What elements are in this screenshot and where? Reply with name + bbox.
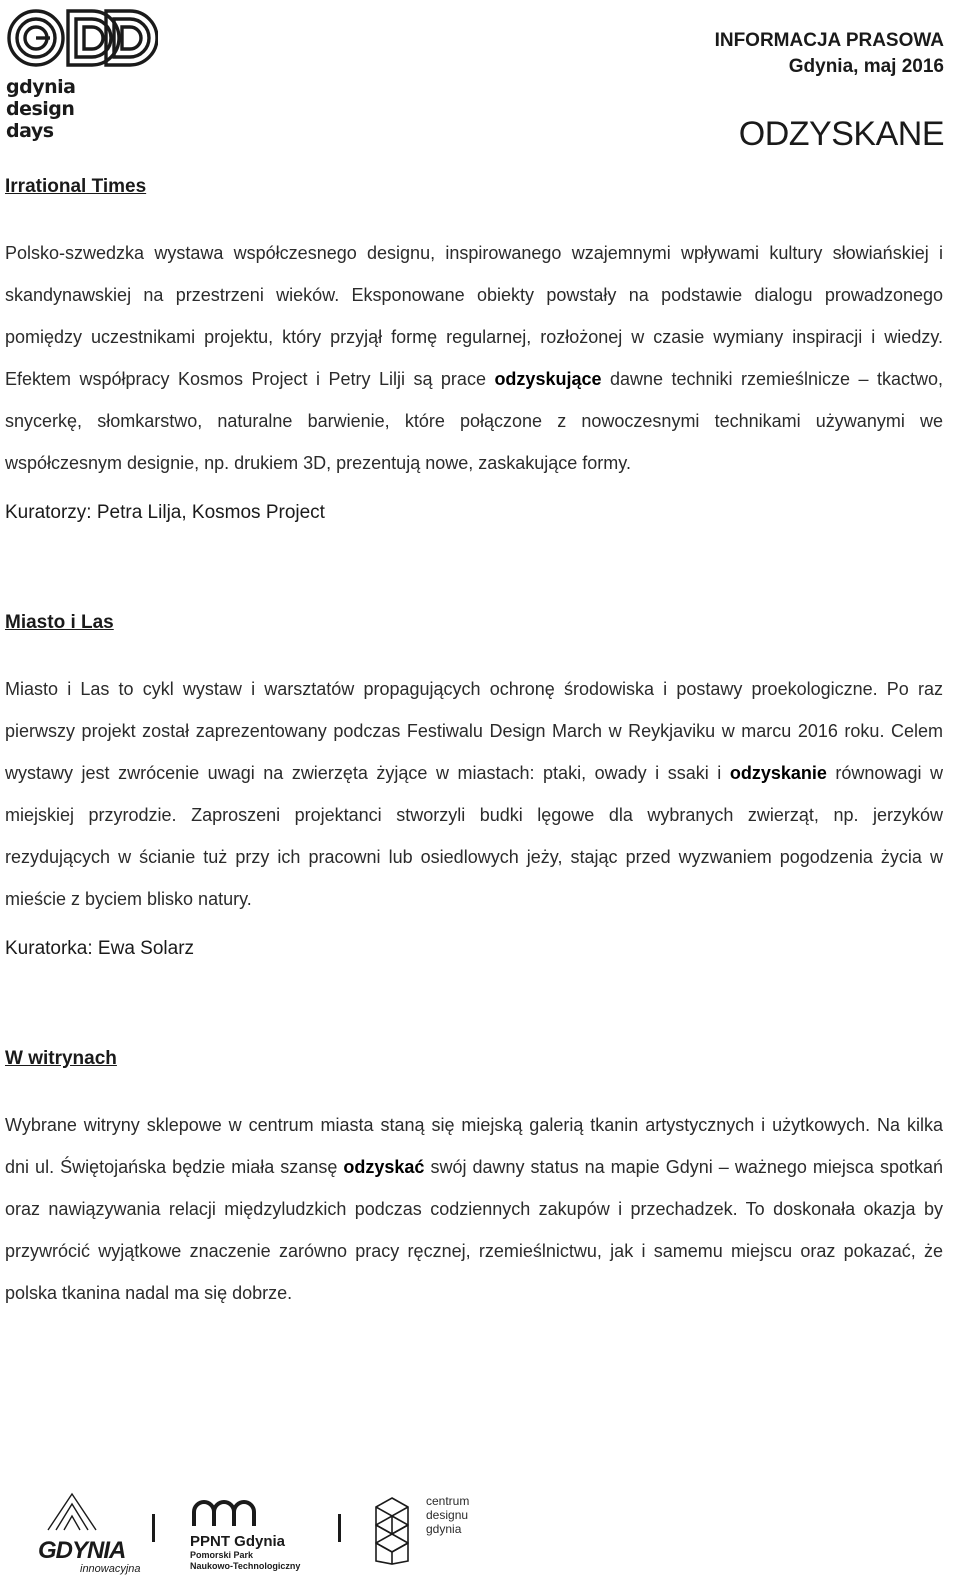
section-paragraph [5,232,943,484]
ppnt-subline-2: Naukowo-Technologiczny [190,1561,301,1571]
footer-divider [152,1514,155,1542]
spacer [5,530,943,606]
section-paragraph [5,1104,943,1314]
curator-line: Kuratorzy: Petra Lilja, Kosmos Project [5,502,325,523]
spacer [5,966,943,1042]
section-paragraph [5,668,943,920]
centrum-designu-logo [364,1494,469,1566]
para-text: Miasto i Las to cykl wystaw i warsztatów propagujących ochronę środowiska i postawy proekologiczne. Po raz pierwszy projekt został zaprezentowany podczas Festiwalu Design March w Reykjaviku w marcu 2016 roku. Celem wystawy jest zwrócenie uwagi na zwierzęta żyjące w miastach: ptaki, owady i ssaki i [5,679,943,783]
ppnt-subline-1: Pomorski Park [190,1550,254,1560]
gdynia-design-days-logo [6,4,166,142]
ppnt-wordmark: PPNT Gdynia [190,1533,286,1550]
gdynia-innowacyjna-logo [38,1492,141,1575]
section-title: W witrynach [5,1048,117,1069]
para-text: Wybrane witryny sklepowe w centrum miasta staną się miejską galerią tkanin artystycznych i użytkowych. Na kilka dni ul. Świętojańska będzie miała szansę [5,1115,943,1177]
highlight-word: odzyskać [343,1157,425,1177]
footer-divider [338,1514,341,1542]
centrum-line: centrum [426,1494,470,1508]
press-release-label: INFORMACJA PRASOWA [714,30,944,51]
section-miasto-i-las [5,606,943,966]
footer-logos [0,1480,960,1580]
sail-icon [38,1492,108,1532]
section-title: Miasto i Las [5,612,114,633]
gdynia-line: gdynia [426,1522,462,1536]
highlight-word: odzyskujące [494,369,602,389]
page-title: ODZYSKANE [738,115,944,153]
gdd-monogram-icon [6,4,158,72]
para-text: swój dawny status na mapie Gdyni – ważnego miejsca spotkań oraz nawiązywania relacji międzyludzkich podczas codziennych zakupów i przechadzek. To doskonała okazja by przywrócić wyjątkowe znaczenie zarówno pracy ręcznej, rzemieślnictwu, jak i samemu miejscu oraz pokazać, że polska tkanina nadal ma się dobrze. [5,1157,943,1303]
main-content [5,170,943,1314]
gdynia-wordmark: GDYNIA [38,1537,126,1564]
gdynia-tagline: innowacyjna [80,1563,141,1575]
ppnt-arches-icon [190,1494,260,1528]
logo-line-days: days [6,120,54,142]
logo-line-design: design [6,98,75,120]
press-header [715,28,944,154]
highlight-word: odzyskanie [729,763,827,783]
section-irrational-times [5,170,943,530]
press-date: Gdynia, maj 2016 [788,56,944,77]
section-title: Irrational Times [5,176,147,197]
centrum-designu-wordmark [426,1494,469,1536]
para-text: równowagi w miejskiej przyrodzie. Zaproszeni projektanci stworzyli budki lęgowe dla wybranych zwierząt, np. jerzyków rezydujących w ścianie tuż przy ich pracowni lub osiedlowych jeży, stając przed wyzwaniem pogodzenia życia w mieście z byciem blisko natury. [5,763,944,909]
hex-pattern-icon [364,1494,420,1566]
designu-line: designu [426,1508,469,1522]
para-text: Polsko-szwedzka wystawa współczesnego designu, inspirowanego wzajemnymi wpływami kultury słowiańskiej i skandynawskiej na przestrzeni wieków. Eksponowane obiekty powstały na podstawie dialogu prowadzonego pomiędzy uczestnikami projektu, który przyjął formę regularnej, rozłożonej w czasie wymiany inspiracji i wiedzy. Efektem współpracy Kosmos Project i Petry Lilji są prace [5,243,943,389]
section-w-witrynach [5,1042,943,1314]
para-text: dawne techniki rzemieślnicze – tkactwo, snycerkę, słomkarstwo, naturalne barwienie, które połączone z nowoczesnymi technikami używanymi we współczesnym designie, np. drukiem 3D, prezentują nowe, zaskakujące formy. [5,369,944,473]
logo-line-gdynia: gdynia [6,76,76,98]
curator-line: Kuratorka: Ewa Solarz [5,938,195,959]
ppnt-gdynia-logo [190,1494,300,1572]
